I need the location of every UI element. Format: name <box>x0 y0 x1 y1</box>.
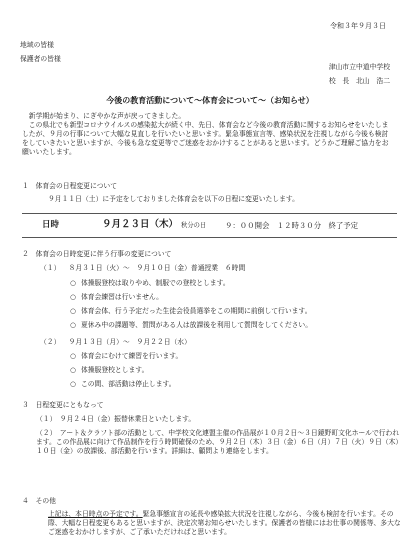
section4-paragraph <box>48 510 404 537</box>
section1-heading: １ 体育会の日程変更について <box>22 182 118 190</box>
recipient-line: 地域の皆様 <box>20 41 54 49</box>
school-name: 津山市立中道中学校 <box>328 63 390 71</box>
section4-heading: ４ その他 <box>22 497 56 505</box>
datetime-label: 日時 <box>42 220 60 230</box>
event-time: ９：００開会 １２時３０分 終了予定 <box>225 221 359 230</box>
sender-block <box>329 63 390 91</box>
document-date: 令和３年９月３日 <box>330 22 386 30</box>
list-item: ○ 体操服登校は取りやめ、制服での登校とします。 <box>70 279 230 293</box>
item-number: （２） <box>40 338 61 346</box>
event-date <box>102 219 206 232</box>
section2-item-2 <box>40 338 191 352</box>
intro-line: この県北でも新型コロナウイルスの感染拡大が続く中、先日、体育会など今後の教育活動に関するお知らせをいたしましたが、９月の行事について大幅な見直しを行いたいと思います。緊急事態宣言等、感染状況を注視しながら今後も検討をしていきたいと思いますが、今後も急な変更等でご迷惑をおかけすることがあると思います。どうかご理解ご協力をお願いいたします。 <box>22 120 389 156</box>
item-number: （１） <box>40 264 61 272</box>
section1-body: ９月１１日（土）に予定をしておりました体育会を以下の日程に変更いたします。 <box>48 195 299 203</box>
item-period: ９月１３日（月）～ ９月２２日（水） <box>68 338 191 346</box>
list-item: ○ 体操服登校とします。 <box>70 366 148 380</box>
section3-body <box>36 415 404 456</box>
document-title: 今後の教育活動について～体育会について～（お知らせ） <box>106 96 314 105</box>
list-item: ○ 夏休み中の課題等、質問がある人は放課後を利用して質問をしてください。 <box>70 321 312 335</box>
section2-item-1 <box>40 264 245 278</box>
event-datetime-box <box>22 213 397 238</box>
list-item: ○ この間、部活動は停止します。 <box>70 380 176 394</box>
intro-line: 新学期が始まり、にぎやかな声が戻ってきました。 <box>28 112 186 120</box>
intro-paragraphs <box>22 112 394 157</box>
section4-underlined: 上記は、本日時点の予定です。 <box>48 510 143 518</box>
section3-item: （２） アート＆クラフト部の活動として、中学校文化連盟主催の作品展が１０月２日～３日鏡野町文化ホールで行われます。この作品展に向けて作品制作を行う時間確保のため、９月２日（木）３日（金）６日（月）７日（火）９日（木）１０日（金）の放課後、部活動を行います。詳細は、顧問より連絡をします。 <box>36 429 403 455</box>
list-item: ○ 体育会練習は行いません。 <box>70 293 163 307</box>
recipients <box>20 41 61 69</box>
section3-item: （１） ９月２４日（金）振替休業日といたします。 <box>36 415 196 423</box>
principal-name: 校 長 北山 浩二 <box>328 77 390 85</box>
section4-body <box>48 510 404 537</box>
section2-heading: ２ 体育会の日時変更に伴う行事の変更について <box>22 250 172 258</box>
recipient-line: 保護者の皆様 <box>20 55 61 63</box>
holiday-name: 秋分の日 <box>181 222 207 229</box>
section4-text: 緊急事態宣言の延長や感染拡大状況を注視しながら、今後も検討を行います。その際、大幅な日程変更もあると思いますが、決定次第お知らせいたします。保護者の皆様にはお仕事の関係等、多大なご迷惑をおかけしますが、ご了承いただければと思います。 <box>48 510 401 536</box>
list-item: ○ 体育会体、行う予定だった生徒会役員選挙をこの期間に前倒して行います。 <box>70 307 312 321</box>
list-item: ○ 体育会にむけて練習を行います。 <box>70 352 182 366</box>
section3-heading: ３ 日程変更にともなって <box>22 401 104 409</box>
item-period: ８月３１日（火）～ ９月１０日（金）普通授業 ６時間 <box>68 264 246 272</box>
event-date-text: ９月２３日（木） <box>102 219 179 230</box>
